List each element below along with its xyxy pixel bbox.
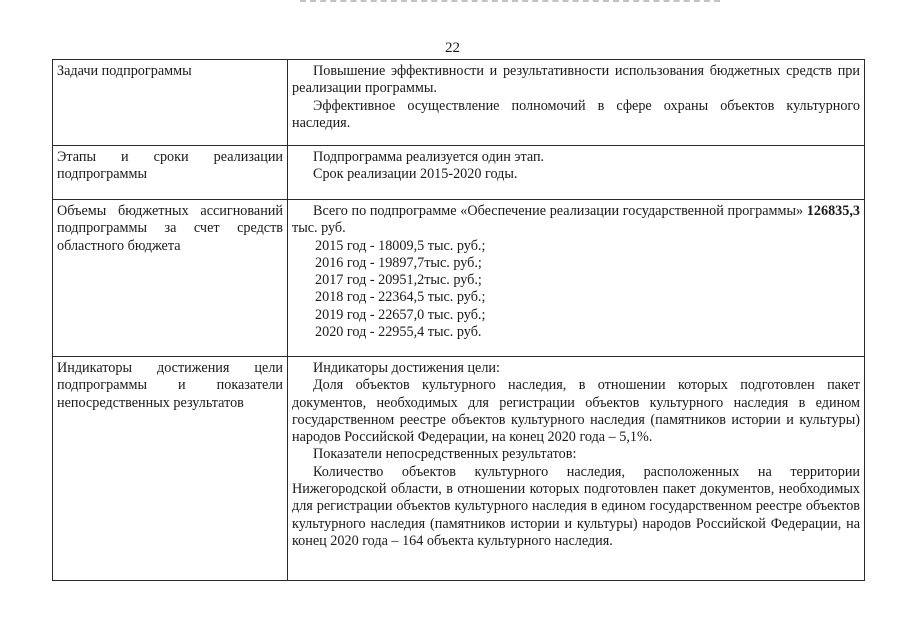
results-count-paragraph: Количество объектов культурного наследия, расположенных на территории Нижегородской области, в отношении которых подготовлен пакет документов, необходимых для регистрации объектов культурного наследия в едином государственном реестре объектов культурного наследия (памятников истории и культуры) народов Российской Федерации, на конец 2020 года – 164 объекта культурного наследия. [292, 463, 860, 549]
row-value-indicators [288, 357, 865, 581]
budget-total-unit: тыс. руб. [292, 220, 346, 237]
subprogram-passport-table [52, 59, 865, 581]
budget-year-2019: 2019 год - 22657,0 тыс. руб.; [315, 306, 486, 323]
budget-total-paragraph [292, 203, 860, 238]
results-heading: Показатели непосредственных результатов: [313, 446, 577, 463]
indicators-heading: Индикаторы достижения цели: [313, 360, 500, 376]
row-label-budget: Объемы бюджетных ассигнований подпрограммы за счет средств областного бюджета [53, 200, 288, 357]
budget-year-2018: 2018 год - 22364,5 тыс. руб.; [315, 289, 486, 306]
row-label-indicators: Индикаторы достижения цели подпрограммы и показатели непосредственных результатов [53, 357, 288, 581]
stages-paragraph-2: Срок реализации 2015-2020 годы. [313, 166, 518, 183]
tasks-paragraph-1: Повышение эффективности и результативности использования бюджетных средств при реализации программы. [292, 63, 860, 97]
row-value-tasks [288, 60, 865, 146]
budget-year-2015: 2015 год - 18009,5 тыс. руб.; [315, 237, 486, 254]
row-value-stages [288, 146, 865, 200]
row-label-stages: Этапы и сроки реализации подпрограммы [53, 146, 288, 200]
budget-intro: Всего по подпрограмме «Обеспечение реализации государственной программы» [313, 203, 804, 219]
row-value-budget [288, 200, 865, 357]
indicators-share-paragraph: Доля объектов культурного наследия, в отношении которых подготовлен пакет документов, необходимых для регистрации объектов культурного наследия в едином государственном реестре объектов культурного наследия (памятников истории и культуры) народов Российской Федерации, на конец 2020 года – 5,1%. [292, 377, 860, 446]
stages-paragraph-1: Подпрограмма реализуется один этап. [313, 149, 545, 165]
tasks-paragraph-2: Эффективное осуществление полномочий в сфере охраны объектов культурного наследия. [292, 97, 860, 131]
budget-total-value: 126835,3 [806, 203, 860, 219]
budget-year-2017: 2017 год - 20951,2тыс. руб.; [315, 272, 482, 289]
scan-top-edge [300, 0, 720, 4]
page-number: 22 [445, 40, 460, 56]
table-row-budget [53, 200, 865, 357]
row-label-tasks: Задачи подпрограммы [53, 60, 288, 146]
table-row-stages [53, 146, 865, 200]
budget-year-2016: 2016 год - 19897,7тыс. руб.; [315, 254, 482, 271]
table-row-tasks [53, 60, 865, 146]
table-row-indicators [53, 357, 865, 581]
budget-year-2020: 2020 год - 22955,4 тыс. руб. [315, 324, 482, 341]
